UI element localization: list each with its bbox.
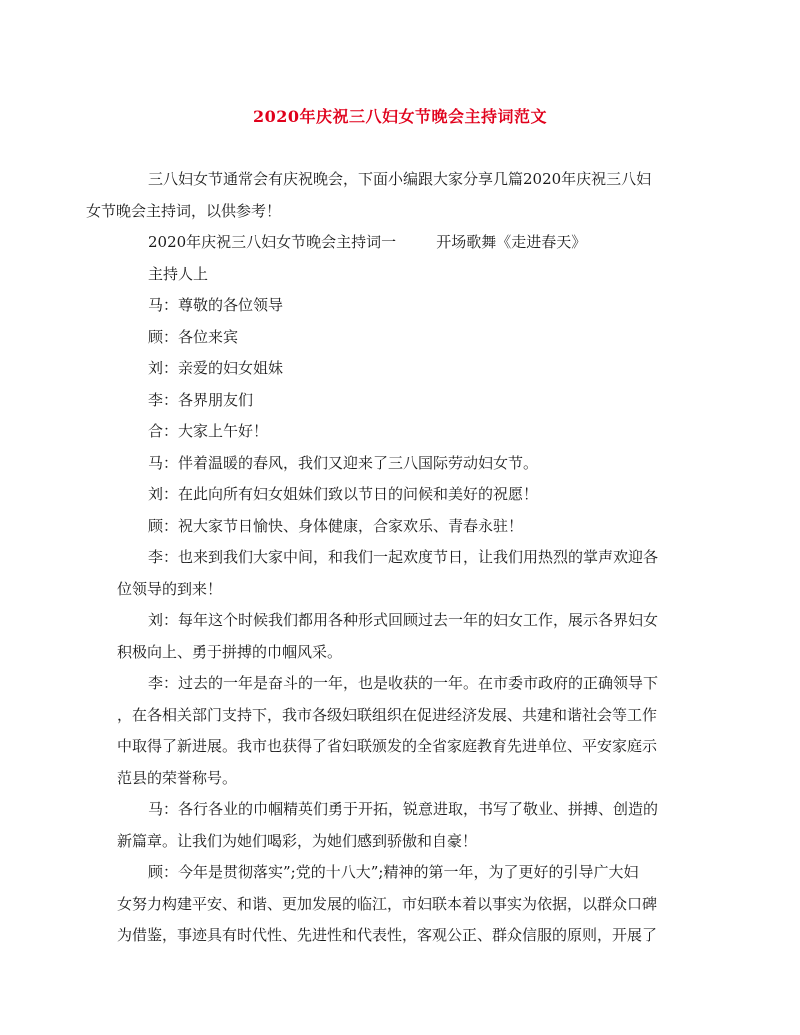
dialogue-line: 刘：亲爱的妇女姐妹	[148, 359, 284, 377]
dialogue-paragraph	[117, 794, 685, 857]
text-line: 三八妇女节通常会有庆祝晚会，下面小编跟大家分享几篇2020年庆祝三八妇	[148, 170, 652, 188]
dialogue-paragraph	[117, 857, 685, 952]
dialogue-line: 马：伴着温暖的春风，我们又迎来了三八国际劳动妇女节。	[148, 453, 539, 472]
heading-part-2: 开场歌舞《走进春天》	[436, 233, 587, 251]
text-line: ，在各相关部门支持下，我市各级妇联组织在促进经济发展、共建和谐社会等工作	[117, 705, 658, 724]
heading-part-1: 2020年庆祝三八妇女节晚会主持词一	[148, 233, 397, 251]
text-line: 为借鉴，事迹具有时代性、先进性和代表性，客观公正、群众信服的原则，开展了	[117, 926, 658, 944]
dialogue-paragraph	[117, 605, 685, 668]
dialogue-line: 合：大家上午好！	[148, 422, 269, 440]
section-heading	[117, 227, 685, 259]
text-line: 范县的荣誉称号。	[117, 768, 238, 787]
dialogue-line: 顾：各位来宾	[148, 327, 239, 346]
text-line: 中取得了新进展。我市也获得了省妇联颁发的全省家庭教育先进单位、平安家庭示	[117, 737, 658, 755]
dialogue-line: 马：尊敬的各位领导	[148, 296, 284, 314]
document-title: 2020年庆祝三八妇女节晚会主持词范文	[252, 107, 548, 126]
document-body	[86, 164, 685, 952]
dialogue-line: 刘：在此向所有妇女姐妹们致以节日的问候和美好的祝愿！	[148, 485, 539, 503]
text-line: 积极向上、勇于拼搏的巾帼风采。	[117, 642, 343, 661]
dialogue-paragraph	[117, 668, 685, 794]
dialogue-paragraph	[117, 542, 685, 605]
text-line: 顾：今年是贯彻落实”;党的十八大”;精神的第一年，为了更好的引导广大妇	[148, 863, 639, 881]
text-line: 位领导的到来！	[117, 579, 223, 598]
text-line: 刘：每年这个时候我们都用各种形式回顾过去一年的妇女工作，展示各界妇女	[148, 611, 659, 629]
text-line: 马：各行各业的巾帼精英们勇于开拓，锐意进取，书写了敬业、拼搏、创造的	[148, 800, 659, 818]
dialogue-line: 顾：祝大家节日愉快、身体健康，合家欢乐、青春永驻！	[148, 516, 524, 535]
text-line: 李：过去的一年是奋斗的一年，也是收获的一年。在市委市政府的正确领导下	[148, 674, 659, 692]
intro-paragraph	[86, 164, 685, 227]
text-line: 女节晚会主持词，以供参考！	[86, 201, 282, 220]
dialogue-line: 主持人上	[148, 264, 209, 283]
dialogue-line: 李：各界朋友们	[148, 390, 254, 409]
text-line: 新篇章。让我们为她们喝彩，为她们感到骄傲和自豪！	[117, 831, 478, 850]
text-line: 女努力构建平安、和谐、更加发展的临江，市妇联本着以事实为依据，以群众口碑	[117, 894, 658, 913]
text-line: 李：也来到我们大家中间，和我们一起欢度节日，让我们用热烈的掌声欢迎各	[148, 548, 659, 566]
